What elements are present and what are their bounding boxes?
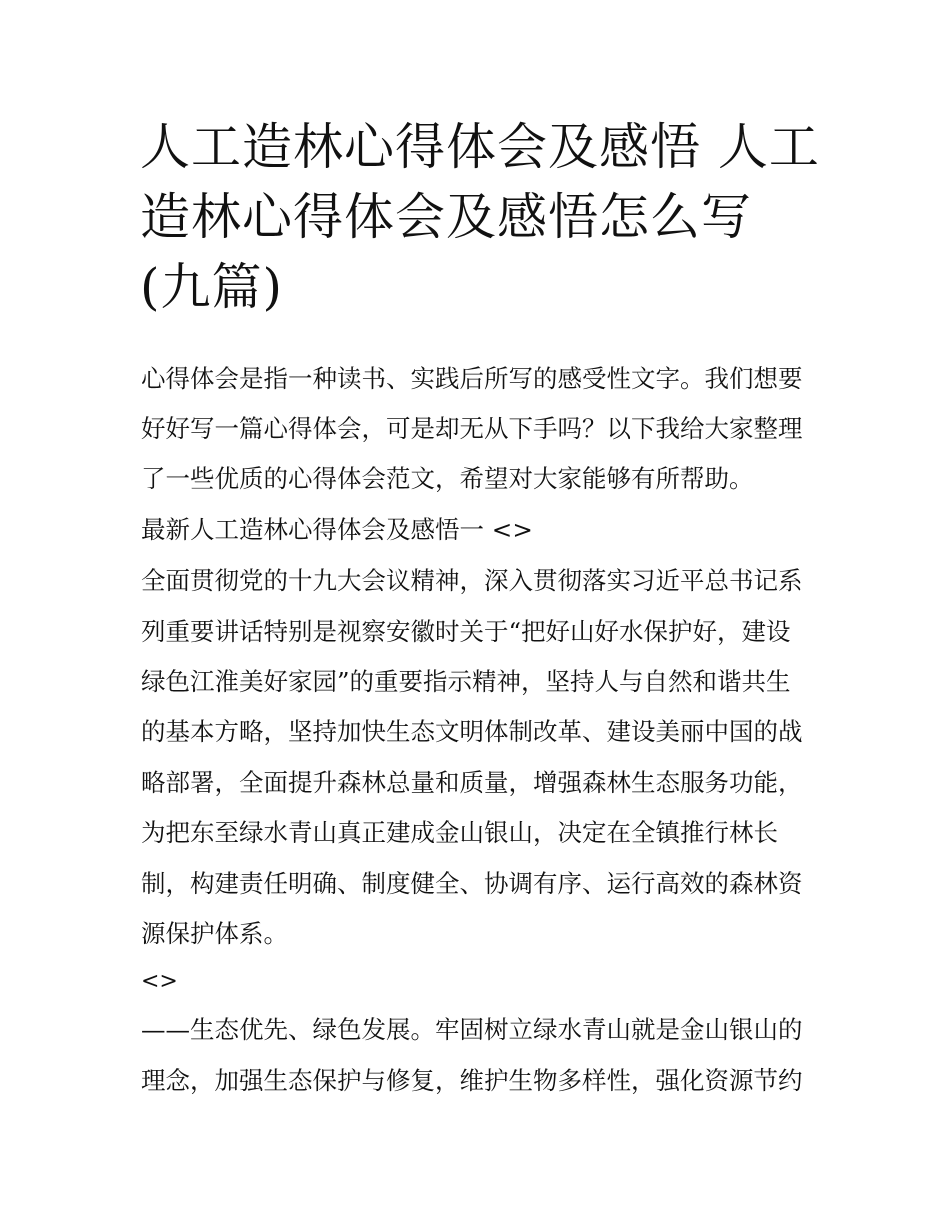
intro-line: 了一些优质的心得体会范文，希望对大家能够有所帮助。 xyxy=(141,464,754,493)
document-title: 人工造林心得体会及感悟 人工造林心得体会及感悟怎么写(九篇) xyxy=(140,118,820,316)
paragraph-line: 的基本方略，坚持加快生态文明体制改革、建设美丽中国的战 xyxy=(141,717,803,746)
section-heading: 最新人工造林心得体会及感悟一 <> xyxy=(141,515,533,544)
intro-line: 心得体会是指一种读书、实践后所写的感受性文字。我们想要 xyxy=(141,364,803,393)
paragraph-line: 列重要讲话特别是视察安徽时关于“把好山好水保护好，建设 xyxy=(141,617,791,646)
paragraph-line: 为把东至绿水青山真正建成金山银山，决定在全镇推行林长 xyxy=(141,818,778,847)
paragraph-line: 略部署，全面提升森林总量和质量，增强森林生态服务功能， xyxy=(141,768,803,797)
paragraph-line: 理念，加强生态保护与修复，维护生物多样性，强化资源节约 xyxy=(141,1066,803,1095)
paragraph-line: ——生态优先、绿色发展。牢固树立绿水青山就是金山银山的 xyxy=(141,1015,803,1044)
paragraph-line: 全面贯彻党的十九大会议精神，深入贯彻落实习近平总书记系 xyxy=(141,566,803,595)
paragraph-line: 绿色江淮美好家园”的重要指示精神，坚持人与自然和谐共生 xyxy=(141,667,791,696)
separator-marker: <> xyxy=(141,969,178,994)
paragraph-line: 源保护体系。 xyxy=(141,919,288,948)
intro-line: 好好写一篇心得体会，可是却无从下手吗？以下我给大家整理 xyxy=(141,414,803,443)
paragraph-line: 制，构建责任明确、制度健全、协调有序、运行高效的森林资 xyxy=(141,869,803,898)
